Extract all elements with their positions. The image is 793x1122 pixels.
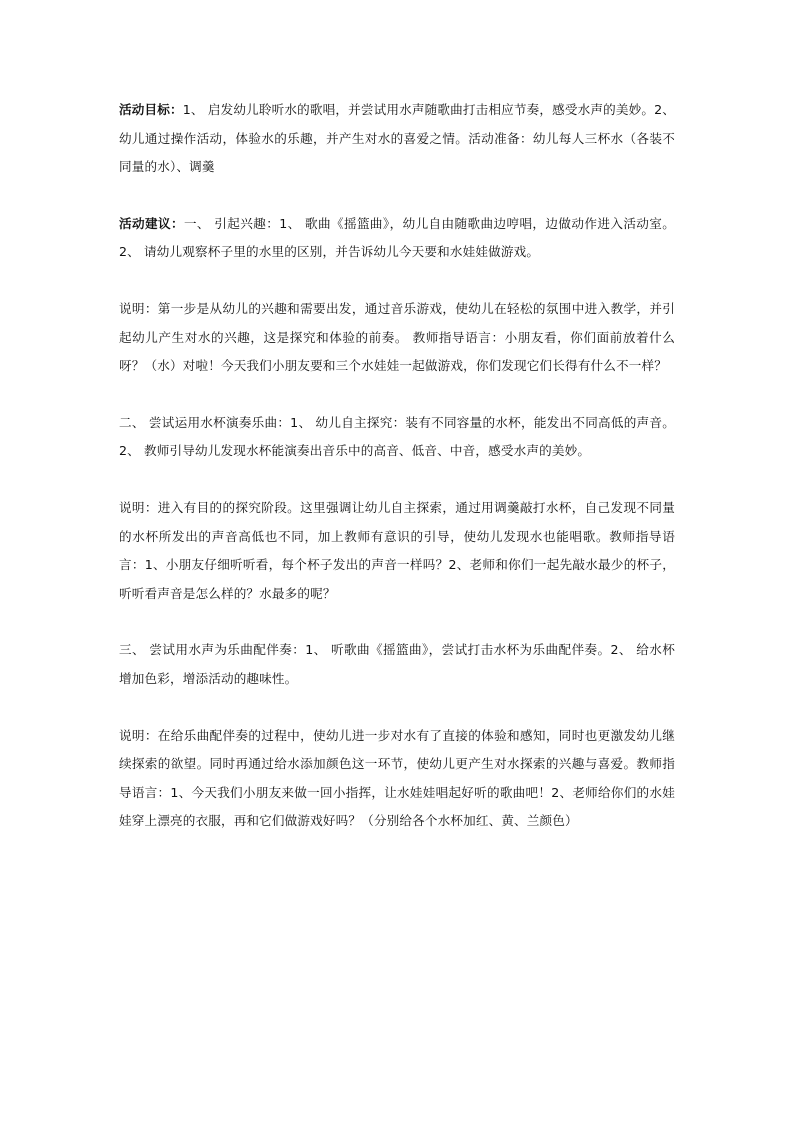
- explanation-3-text: 说明：在给乐曲配伴奏的过程中，使幼儿进一步对水有了直接的体验和感知，同时也更激发幼儿继续探索的欲望。同时再通过给水添加颜色这一环节，使幼儿更产生对水探索的兴趣与喜爱。教师指导语言：1、今天我们小朋友来做一回小指挥，让水娃娃唱起好听的歌曲吧！2、老师给你们的水娃娃穿上漂亮的衣服，再和它们做游戏好吗？（分别给各个水杯加红、黄、兰颜色）: [119, 727, 675, 829]
- paragraph-step-2: [119, 409, 675, 466]
- explanation-2-text: 说明：进入有目的的探究阶段。这里强调让幼儿自主探索，通过用调羹敲打水杯，自己发现不同量的水杯所发出的声音高低也不同，加上教师有意识的引导，使幼儿发现水也能唱歌。教师指导语言：1、小朋友仔细听听看，每个杯子发出的声音一样吗？2、老师和你们一起先敲水最少的杯子，听听看声音是怎么样的？水最多的呢？: [119, 499, 675, 601]
- paragraph-explanation-1: [119, 295, 675, 381]
- paragraph-activity-goals: [119, 96, 675, 182]
- activity-goals-label: 活动目标：: [119, 102, 183, 117]
- activity-suggestions-label: 活动建议：: [119, 215, 184, 231]
- explanation-1-text: 说明：第一步是从幼儿的兴趣和需要出发，通过音乐游戏，使幼儿在轻松的氛围中进入教学，并引起幼儿产生对水的兴趣，这是探究和体验的前奏。 教师指导语言：小朋友看，你们面前放着什么呀？（水）对啦！今天我们小朋友要和三个水娃娃一起做游戏，你们发现它们长得有什么不一样？: [119, 300, 675, 374]
- paragraph-activity-suggestions: [119, 210, 675, 267]
- step-2-text: 二、 尝试运用水杯演奏乐曲：1、 幼儿自主探究：装有不同容量的水杯，能发出不同高低的声音。2、 教师引导幼儿发现水杯能演奏出音乐中的高音、低音、中音，感受水声的美妙。: [119, 414, 675, 459]
- paragraph-explanation-3: [119, 722, 675, 836]
- document-body: [119, 96, 675, 864]
- step-3-text: 三、 尝试用水声为乐曲配伴奏：1、 听歌曲《摇篮曲》，尝试打击水杯为乐曲配伴奏。2、 给水杯增加色彩，增添活动的趣味性。: [119, 642, 675, 686]
- paragraph-step-3: [119, 636, 675, 693]
- paragraph-explanation-2: [119, 494, 675, 608]
- activity-suggestions-text: 一、 引起兴趣：1、 歌曲《摇篮曲》，幼儿自由随歌曲边哼唱，边做动作进入活动室。2、 请幼儿观察杯子里的水里的区别，并告诉幼儿今天要和水娃娃做游戏。: [119, 215, 676, 260]
- activity-goals-text: 1、 启发幼儿聆听水的歌唱，并尝试用水声随歌曲打击相应节奏，感受水声的美妙。2、 幼儿通过操作活动，体验水的乐趣，并产生对水的喜爱之情。活动准备：幼儿每人三杯水（各装不同量的水）、调羹: [119, 102, 676, 175]
